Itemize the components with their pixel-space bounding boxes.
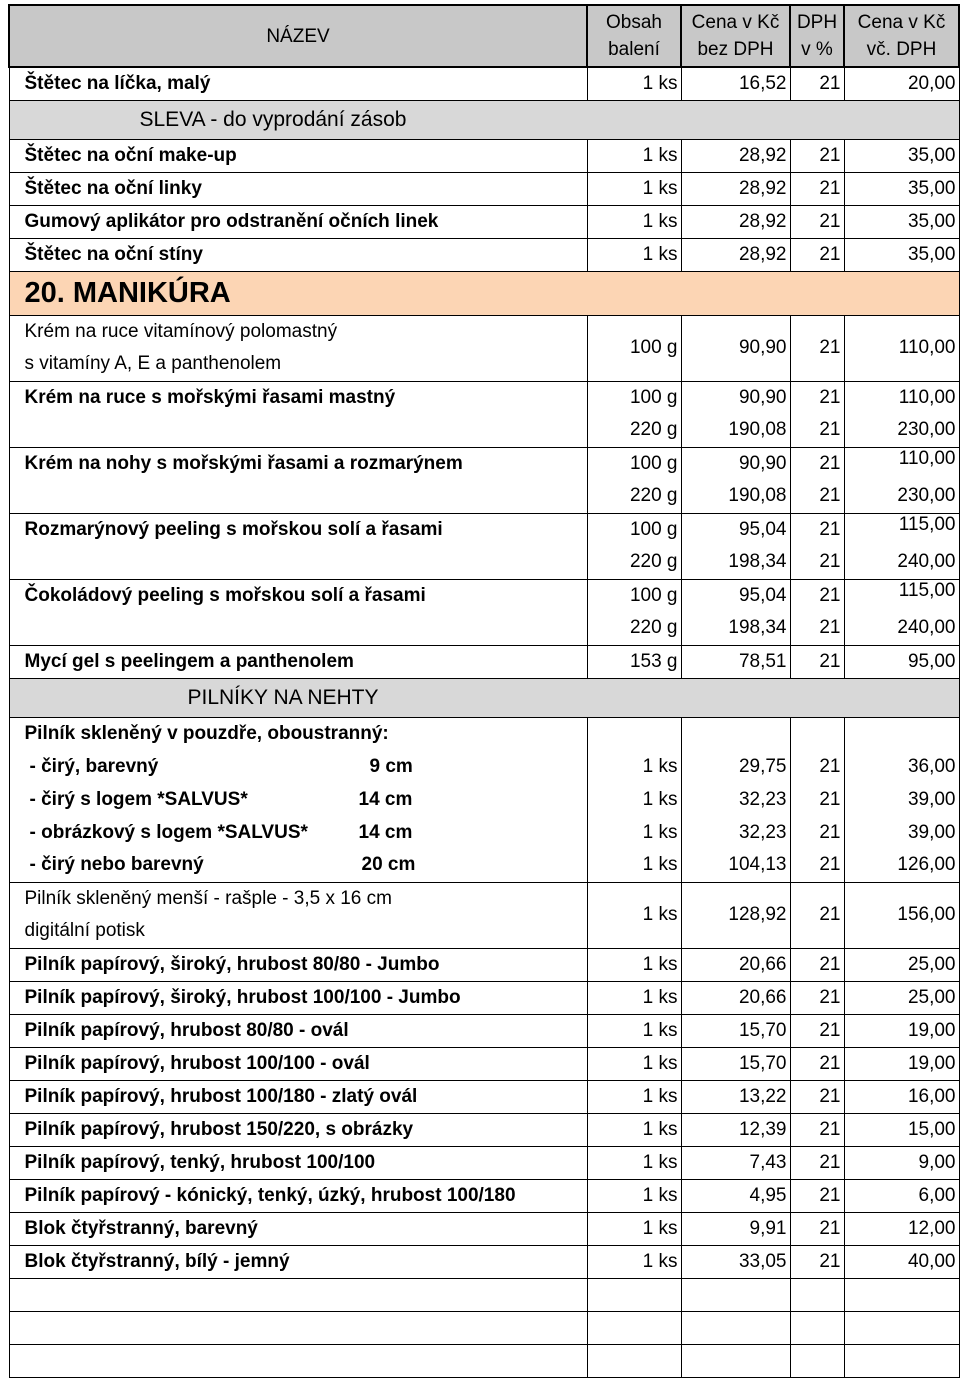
pack-size: 1 ks — [587, 1245, 681, 1278]
product-size: 14 cm — [358, 821, 413, 843]
product-name: Pilník papírový, hrubost 100/180 - zlatý ovál — [9, 1080, 587, 1113]
price-inc-vat: 115,00 — [844, 513, 959, 546]
product-name: - čirý nebo barevný — [29, 854, 204, 876]
product-name: Čokoládový peeling s mořskou solí a řasami — [9, 579, 587, 612]
product-name: - čirý s logem *SALVUS* — [29, 788, 248, 810]
product-name: Štětec na oční stíny — [9, 238, 587, 271]
vat-rate: 21 — [790, 205, 844, 238]
price-inc-vat: 40,00 — [844, 1245, 959, 1278]
price-inc-vat: 156,00 — [844, 882, 959, 948]
product-name: Pilník papírový, hrubost 150/220, s obrázky — [9, 1113, 587, 1146]
pack-size: 100 g — [587, 315, 681, 381]
table-row — [9, 139, 959, 172]
table-row — [9, 750, 959, 783]
empty-cell — [681, 1278, 790, 1311]
vat-rate: 21 — [790, 1014, 844, 1047]
vat-rate: 21 — [790, 783, 844, 816]
header-row — [9, 5, 959, 67]
pack-size: 1 ks — [587, 1113, 681, 1146]
price-ex-vat: 9,91 — [681, 1212, 790, 1245]
price-inc-vat: 240,00 — [844, 612, 959, 645]
section-title: 20. MANIKÚRA — [9, 271, 959, 315]
product-name-cell — [9, 816, 587, 849]
product-note: s vitamíny A, E a panthenolem — [24, 353, 282, 374]
vat-rate: 21 — [790, 1245, 844, 1278]
price-ex-vat: 16,52 — [681, 67, 790, 100]
vat-rate: 21 — [790, 882, 844, 948]
price-ex-vat: 28,92 — [681, 238, 790, 271]
empty-cell — [844, 717, 959, 750]
empty-cell — [9, 1278, 587, 1311]
vat-rate: 21 — [790, 480, 844, 513]
price-list-table — [8, 4, 960, 1378]
product-name-cell — [9, 849, 587, 882]
vat-rate: 21 — [790, 139, 844, 172]
price-inc-vat: 25,00 — [844, 981, 959, 1014]
vat-rate: 21 — [790, 238, 844, 271]
price-ex-vat: 198,34 — [681, 612, 790, 645]
empty-cell — [587, 1278, 681, 1311]
price-inc-vat: 15,00 — [844, 1113, 959, 1146]
table-row — [9, 816, 959, 849]
price-ex-vat: 20,66 — [681, 948, 790, 981]
pack-size: 1 ks — [587, 1014, 681, 1047]
subsection-row — [9, 678, 959, 717]
table-row — [9, 1212, 959, 1245]
subsection-title: PILNÍKY NA NEHTY — [9, 678, 959, 717]
price-ex-vat: 128,92 — [681, 882, 790, 948]
vat-rate: 21 — [790, 816, 844, 849]
empty-cell — [681, 1311, 790, 1344]
empty-cell — [681, 717, 790, 750]
price-inc-vat: 9,00 — [844, 1146, 959, 1179]
empty-row — [9, 1311, 959, 1344]
price-inc-vat: 39,00 — [844, 816, 959, 849]
price-inc-vat: 35,00 — [844, 205, 959, 238]
table-row — [9, 849, 959, 882]
price-inc-vat: 230,00 — [844, 480, 959, 513]
product-name: Rozmarýnový peeling s mořskou solí a řasami — [9, 513, 587, 546]
vat-rate: 21 — [790, 315, 844, 381]
table-row — [9, 315, 959, 381]
pack-size: 1 ks — [587, 139, 681, 172]
table-row — [9, 1146, 959, 1179]
vat-rate: 21 — [790, 981, 844, 1014]
product-group-name: Pilník skleněný v pouzdře, oboustranný: — [9, 717, 587, 750]
product-note: digitální potisk — [24, 920, 145, 941]
price-inc-vat: 20,00 — [844, 67, 959, 100]
price-ex-vat: 32,23 — [681, 816, 790, 849]
vat-rate: 21 — [790, 579, 844, 612]
price-inc-vat: 35,00 — [844, 172, 959, 205]
product-name: - čirý, barevný — [29, 755, 159, 777]
subsection-row — [9, 100, 959, 139]
vat-rate: 21 — [790, 381, 844, 414]
price-inc-vat: 126,00 — [844, 849, 959, 882]
price-inc-vat: 230,00 — [844, 414, 959, 447]
product-name-cell — [9, 315, 587, 381]
empty-cell — [790, 1278, 844, 1311]
vat-rate: 21 — [790, 948, 844, 981]
product-name: - obrázkový s logem *SALVUS* — [29, 821, 308, 843]
price-ex-vat: 4,95 — [681, 1179, 790, 1212]
empty-cell — [9, 1344, 587, 1377]
product-name: Štětec na líčka, malý — [9, 67, 587, 100]
price-inc-vat: 35,00 — [844, 238, 959, 271]
price-inc-vat: 6,00 — [844, 1179, 959, 1212]
pack-size: 100 g — [587, 381, 681, 414]
col-header-pack: Obsah balení — [587, 5, 681, 67]
product-name: Pilník papírový, hrubost 80/80 - ovál — [9, 1014, 587, 1047]
product-name-empty — [9, 480, 587, 513]
pack-size: 1 ks — [587, 849, 681, 882]
empty-cell — [790, 1311, 844, 1344]
price-ex-vat: 13,22 — [681, 1080, 790, 1113]
table-row — [9, 1080, 959, 1113]
table-row — [9, 205, 959, 238]
pack-size: 153 g — [587, 645, 681, 678]
price-inc-vat: 110,00 — [844, 381, 959, 414]
col-header-price-inc: Cena v Kč vč. DPH — [844, 5, 959, 67]
product-name: Pilník papírový, široký, hrubost 100/100 - Jumbo — [9, 981, 587, 1014]
vat-rate: 21 — [790, 546, 844, 579]
price-ex-vat: 90,90 — [681, 315, 790, 381]
product-name: Krém na ruce s mořskými řasami mastný — [9, 381, 587, 414]
table-row — [9, 381, 959, 414]
pack-size: 1 ks — [587, 205, 681, 238]
empty-cell — [681, 1344, 790, 1377]
vat-rate: 21 — [790, 1047, 844, 1080]
price-inc-vat: 19,00 — [844, 1014, 959, 1047]
vat-rate: 21 — [790, 1146, 844, 1179]
price-ex-vat: 32,23 — [681, 783, 790, 816]
price-ex-vat: 28,92 — [681, 172, 790, 205]
pack-size: 1 ks — [587, 172, 681, 205]
table-row — [9, 717, 959, 750]
empty-cell — [844, 1344, 959, 1377]
product-name: Pilník papírový, hrubost 100/100 - ovál — [9, 1047, 587, 1080]
price-ex-vat: 15,70 — [681, 1047, 790, 1080]
price-ex-vat: 28,92 — [681, 205, 790, 238]
product-name: Krém na ruce vitamínový polomastný — [24, 321, 338, 342]
table-row — [9, 414, 959, 447]
table-row — [9, 1179, 959, 1212]
table-row — [9, 882, 959, 948]
pack-size: 220 g — [587, 414, 681, 447]
empty-cell — [844, 1278, 959, 1311]
product-name-cell — [9, 750, 587, 783]
price-ex-vat: 90,90 — [681, 381, 790, 414]
table-row — [9, 546, 959, 579]
col-header-vat: DPH v % — [790, 5, 844, 67]
empty-cell — [790, 1344, 844, 1377]
empty-cell — [587, 1344, 681, 1377]
table-row — [9, 948, 959, 981]
vat-rate: 21 — [790, 513, 844, 546]
price-ex-vat: 190,08 — [681, 480, 790, 513]
price-ex-vat: 15,70 — [681, 1014, 790, 1047]
pack-size: 100 g — [587, 579, 681, 612]
empty-cell — [587, 1311, 681, 1344]
empty-row — [9, 1278, 959, 1311]
table-row — [9, 645, 959, 678]
product-name-empty — [9, 612, 587, 645]
price-ex-vat: 90,90 — [681, 447, 790, 480]
product-name: Štětec na oční make-up — [9, 139, 587, 172]
product-name-cell — [9, 783, 587, 816]
pack-size: 100 g — [587, 447, 681, 480]
price-ex-vat: 95,04 — [681, 513, 790, 546]
vat-rate: 21 — [790, 612, 844, 645]
price-inc-vat: 110,00 — [844, 447, 959, 480]
pack-size: 1 ks — [587, 67, 681, 100]
empty-row — [9, 1344, 959, 1377]
section-row — [9, 271, 959, 315]
price-inc-vat: 39,00 — [844, 783, 959, 816]
price-ex-vat: 104,13 — [681, 849, 790, 882]
table-row — [9, 480, 959, 513]
price-ex-vat: 190,08 — [681, 414, 790, 447]
table-row — [9, 67, 959, 100]
product-name-empty — [9, 546, 587, 579]
table-row — [9, 1014, 959, 1047]
pack-size: 1 ks — [587, 238, 681, 271]
product-size: 14 cm — [358, 788, 413, 810]
pack-size: 1 ks — [587, 1146, 681, 1179]
vat-rate: 21 — [790, 172, 844, 205]
empty-cell — [587, 717, 681, 750]
table-row — [9, 612, 959, 645]
product-name: Blok čtyřstranný, barevný — [9, 1212, 587, 1245]
product-name: Pilník papírový, široký, hrubost 80/80 - Jumbo — [9, 948, 587, 981]
price-inc-vat: 16,00 — [844, 1080, 959, 1113]
vat-rate: 21 — [790, 1080, 844, 1113]
product-name: Pilník papírový - kónický, tenký, úzký, hrubost 100/180 — [9, 1179, 587, 1212]
price-ex-vat: 28,92 — [681, 139, 790, 172]
vat-rate: 21 — [790, 1212, 844, 1245]
pack-size: 1 ks — [587, 948, 681, 981]
product-name: Pilník skleněný menší - rašple - 3,5 x 16 cm — [24, 888, 392, 909]
product-name: Krém na nohy s mořskými řasami a rozmarýnem — [9, 447, 587, 480]
price-inc-vat: 19,00 — [844, 1047, 959, 1080]
price-ex-vat: 7,43 — [681, 1146, 790, 1179]
pack-size: 1 ks — [587, 1212, 681, 1245]
pack-size: 220 g — [587, 480, 681, 513]
table-row — [9, 513, 959, 546]
table-row — [9, 579, 959, 612]
table-row — [9, 447, 959, 480]
pack-size: 1 ks — [587, 981, 681, 1014]
price-inc-vat: 110,00 — [844, 315, 959, 381]
vat-rate: 21 — [790, 414, 844, 447]
product-name: Mycí gel s peelingem a panthenolem — [9, 645, 587, 678]
price-ex-vat: 12,39 — [681, 1113, 790, 1146]
table-row — [9, 1113, 959, 1146]
product-name: Štětec na oční linky — [9, 172, 587, 205]
pack-size: 1 ks — [587, 750, 681, 783]
table-row — [9, 172, 959, 205]
vat-rate: 21 — [790, 67, 844, 100]
vat-rate: 21 — [790, 645, 844, 678]
pack-size: 1 ks — [587, 783, 681, 816]
empty-cell — [790, 717, 844, 750]
subsection-title: SLEVA - do vyprodání zásob — [9, 100, 959, 139]
empty-cell — [9, 1311, 587, 1344]
product-name-empty — [9, 414, 587, 447]
vat-rate: 21 — [790, 1113, 844, 1146]
price-inc-vat: 25,00 — [844, 948, 959, 981]
price-ex-vat: 33,05 — [681, 1245, 790, 1278]
price-inc-vat: 35,00 — [844, 139, 959, 172]
product-size: 20 cm — [361, 854, 416, 876]
table-row — [9, 1245, 959, 1278]
vat-rate: 21 — [790, 1179, 844, 1212]
product-name: Gumový aplikátor pro odstranění očních linek — [9, 205, 587, 238]
price-inc-vat: 36,00 — [844, 750, 959, 783]
price-ex-vat: 95,04 — [681, 579, 790, 612]
pack-size: 100 g — [587, 513, 681, 546]
table-row — [9, 238, 959, 271]
product-size: 9 cm — [369, 755, 413, 777]
vat-rate: 21 — [790, 849, 844, 882]
product-name-cell — [9, 882, 587, 948]
price-inc-vat: 115,00 — [844, 579, 959, 612]
product-name: Pilník papírový, tenký, hrubost 100/100 — [9, 1146, 587, 1179]
pack-size: 1 ks — [587, 882, 681, 948]
price-inc-vat: 95,00 — [844, 645, 959, 678]
vat-rate: 21 — [790, 447, 844, 480]
pack-size: 1 ks — [587, 1179, 681, 1212]
price-ex-vat: 78,51 — [681, 645, 790, 678]
pack-size: 220 g — [587, 612, 681, 645]
price-ex-vat: 29,75 — [681, 750, 790, 783]
pack-size: 1 ks — [587, 816, 681, 849]
pack-size: 1 ks — [587, 1047, 681, 1080]
product-name: Blok čtyřstranný, bílý - jemný — [9, 1245, 587, 1278]
price-ex-vat: 198,34 — [681, 546, 790, 579]
price-ex-vat: 20,66 — [681, 981, 790, 1014]
col-header-price-ex: Cena v Kč bez DPH — [681, 5, 790, 67]
table-row — [9, 783, 959, 816]
price-inc-vat: 240,00 — [844, 546, 959, 579]
pack-size: 1 ks — [587, 1080, 681, 1113]
col-header-name: NÁZEV — [9, 5, 587, 67]
table-row — [9, 1047, 959, 1080]
pack-size: 220 g — [587, 546, 681, 579]
vat-rate: 21 — [790, 750, 844, 783]
price-inc-vat: 12,00 — [844, 1212, 959, 1245]
empty-cell — [844, 1311, 959, 1344]
table-row — [9, 981, 959, 1014]
